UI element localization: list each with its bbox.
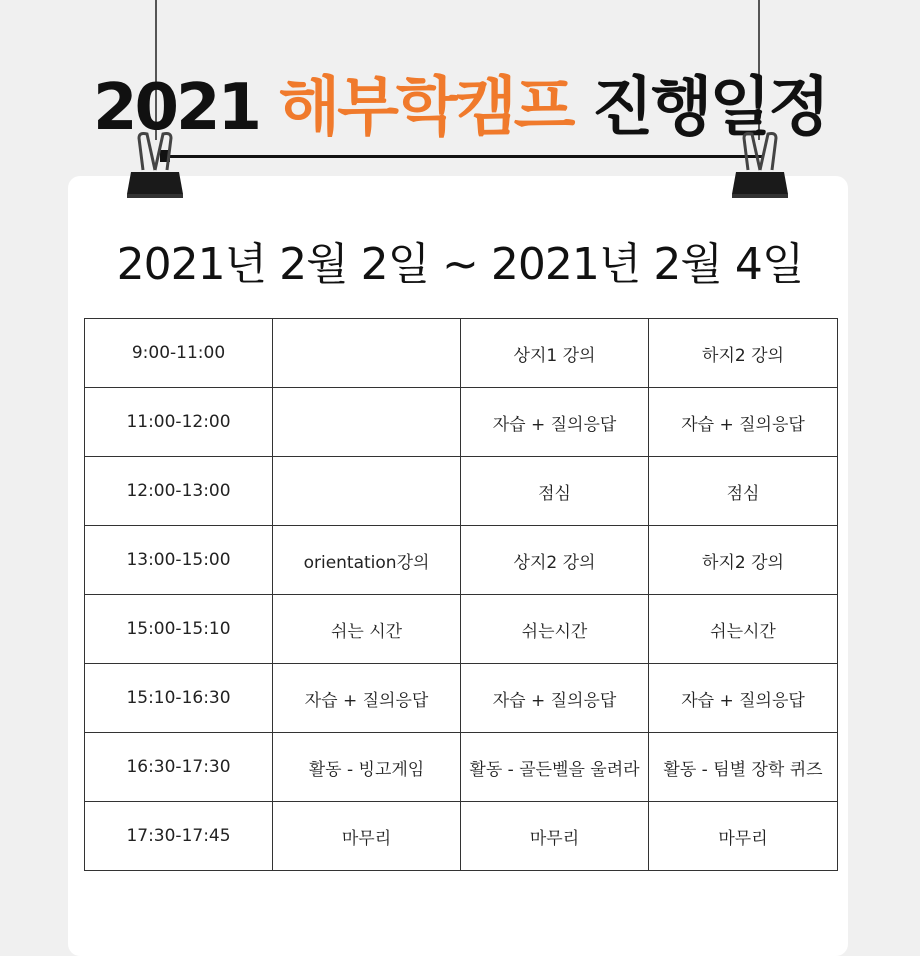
title-year: 2021 — [92, 71, 260, 145]
date-range: 2021년 2월 2일 ~ 2021년 2월 4일 — [116, 239, 804, 290]
time-cell: 17:30-17:45 — [85, 802, 273, 871]
binder-clip-icon — [125, 132, 185, 202]
day1-cell — [273, 319, 461, 388]
time-cell: 16:30-17:30 — [85, 733, 273, 802]
day3-cell: 쉬는시간 — [649, 595, 838, 664]
table-row — [85, 457, 838, 526]
day1-cell: 쉬는 시간 — [273, 595, 461, 664]
day2-cell: 자습 + 질의응답 — [461, 664, 649, 733]
day2-cell: 상지2 강의 — [461, 526, 649, 595]
day3-cell: 자습 + 질의응답 — [649, 388, 838, 457]
title-accent: 해부학캠프 — [278, 71, 573, 145]
day3-cell: 활동 - 팀별 장학 퀴즈 — [649, 733, 838, 802]
time-cell: 12:00-13:00 — [85, 457, 273, 526]
day3-cell: 점심 — [649, 457, 838, 526]
day2-cell: 상지1 강의 — [461, 319, 649, 388]
table-row — [85, 802, 838, 871]
table-row — [85, 388, 838, 457]
time-cell: 9:00-11:00 — [85, 319, 273, 388]
hanging-rod — [162, 155, 762, 158]
binder-clip-icon — [730, 132, 790, 202]
table-row — [85, 733, 838, 802]
table-row — [85, 526, 838, 595]
day2-cell: 점심 — [461, 457, 649, 526]
day1-cell: 마무리 — [273, 802, 461, 871]
time-cell: 15:00-15:10 — [85, 595, 273, 664]
schedule-table — [84, 318, 838, 871]
time-cell: 15:10-16:30 — [85, 664, 273, 733]
day3-cell: 마무리 — [649, 802, 838, 871]
table-row — [85, 319, 838, 388]
time-cell: 13:00-15:00 — [85, 526, 273, 595]
day2-cell: 활동 - 골든벨을 울려라 — [461, 733, 649, 802]
time-cell: 11:00-12:00 — [85, 388, 273, 457]
day1-cell — [273, 388, 461, 457]
day1-cell: 활동 - 빙고게임 — [273, 733, 461, 802]
table-row — [85, 595, 838, 664]
table-row — [85, 664, 838, 733]
day3-cell: 하지2 강의 — [649, 319, 838, 388]
day1-cell: orientation강의 — [273, 526, 461, 595]
day2-cell: 자습 + 질의응답 — [461, 388, 649, 457]
title-rest: 진행일정 — [591, 71, 828, 145]
day3-cell: 하지2 강의 — [649, 526, 838, 595]
day1-cell — [273, 457, 461, 526]
day3-cell: 자습 + 질의응답 — [649, 664, 838, 733]
day2-cell: 쉬는시간 — [461, 595, 649, 664]
day1-cell: 자습 + 질의응답 — [273, 664, 461, 733]
day2-cell: 마무리 — [461, 802, 649, 871]
